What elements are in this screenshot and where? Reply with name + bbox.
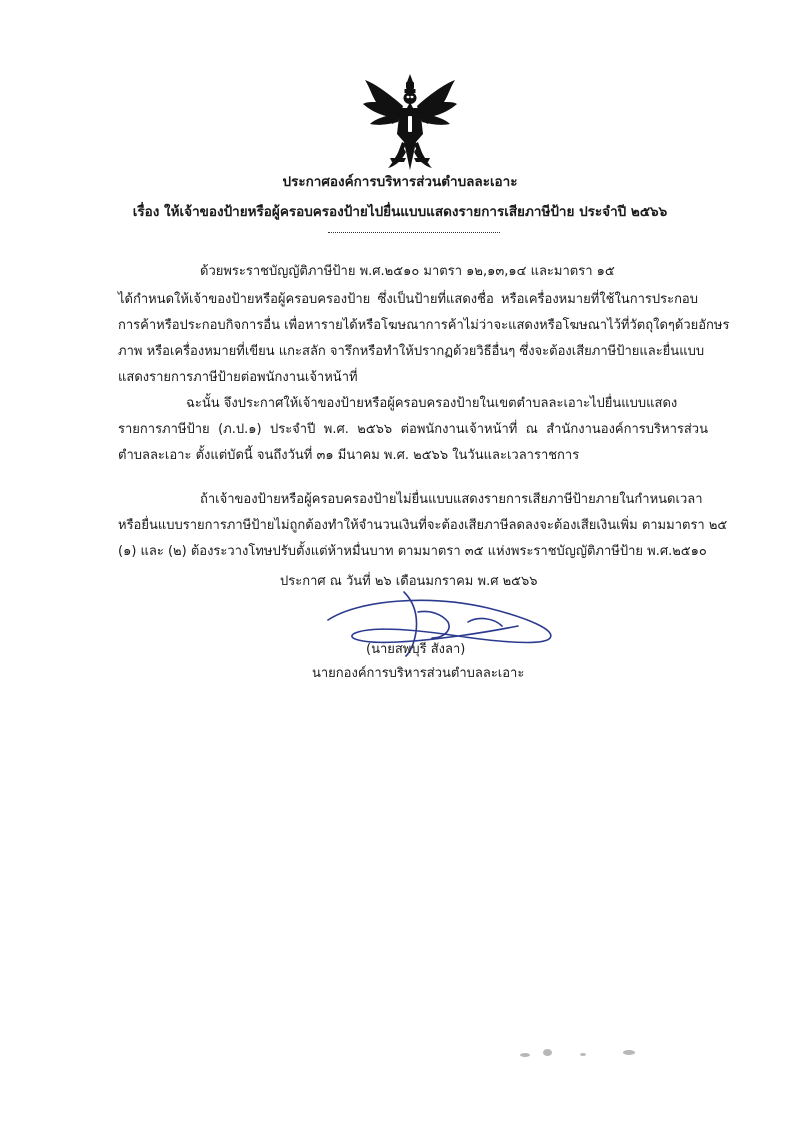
paragraph-2-line-3: ตำบลละเอาะ ตั้งแต่บัดนี้ จนถึงวันที่ ๓๑ มีนาคม พ.ศ. ๒๕๖๖ ในวันและเวลาราชการ — [118, 448, 580, 463]
paragraph-1-line-3: การค้าหรือประกอบกิจการอื่น เพื่อหารายได้หรือโฆษณาการค้าไม่ว่าจะแสดงหรือโฆษณาไว้ที่วัตถุใดๆด้วยอักษร — [118, 318, 730, 333]
scan-speck — [520, 1053, 530, 1057]
paragraph-1-line-1: ด้วยพระราชบัญญัติภาษีป้าย พ.ศ.๒๕๑๐ มาตรา ๑๒,๑๓,๑๔ และมาตรา ๑๕ — [200, 264, 615, 279]
signatory-name: (นายสพบุรี สังลา) — [366, 642, 466, 657]
document-title: ประกาศองค์การบริหารส่วนตำบลละเอาะ — [282, 174, 518, 190]
paragraph-1-line-4: ภาพ หรือเครื่องหมายที่เขียน แกะสลัก จารึกหรือทำให้ปรากฏด้วยวิธีอื่นๆ ซึ่งจะต้องเสียภาษีป้ายและยื่นแบบ — [118, 344, 705, 359]
paragraph-1-line-5: แสดงรายการภาษีป้ายต่อพนักงานเจ้าหน้าที่ — [118, 370, 358, 385]
paragraph-1-line-2: ได้กำหนดให้เจ้าของป้ายหรือผู้ครอบครองป้าย ซึ่งเป็นป้ายที่แสดงชื่อ หรือเครื่องหมายที่ใช้ในการประกอบ — [118, 292, 698, 307]
announcement-date: ประกาศ ณ วันที่ ๒๖ เดือนมกราคม พ.ศ ๒๕๖๖ — [280, 574, 538, 589]
paragraph-3-line-2: หรือยื่นแบบรายการภาษีป้ายไม่ถูกต้องทำให้จำนวนเงินที่จะต้องเสียภาษีลดลงจะต้องเสียเงินเพิ่ม ตามมาตรา ๒๕ — [118, 518, 728, 533]
paragraph-2-line-1: ฉะนั้น จึงประกาศให้เจ้าของป้ายหรือผู้ครอบครองป้ายในเขตตำบลละเอาะไปยื่นแบบแสดง — [186, 396, 678, 411]
garuda-emblem-icon — [362, 72, 458, 172]
signatory-position: นายกองค์การบริหารส่วนตำบลละเอาะ — [312, 666, 525, 681]
document-subject: เรื่อง ให้เจ้าของป้ายหรือผู้ครอบครองป้ายไปยื่นแบบแสดงรายการเสียภาษีป้าย ประจำปี ๒๕๖๖ — [132, 204, 668, 220]
paragraph-2-line-2: รายการภาษีป้าย (ภ.ป.๑) ประจำปี พ.ศ. ๒๕๖๖ ต่อพนักงานเจ้าหน้าที่ ณ สำนักงานองค์การบริหารส่วน — [118, 422, 708, 437]
title-divider — [328, 232, 500, 233]
paragraph-3-line-3: (๑) และ (๒) ต้องระวางโทษปรับตั้งแต่ห้าหมื่นบาท ตามมาตรา ๓๕ แห่งพระราชบัญญัติภาษีป้าย พ.ศ.๒๕๑๐ — [118, 544, 707, 559]
scan-speck — [543, 1049, 552, 1056]
paragraph-3-line-1: ถ้าเจ้าของป้ายหรือผู้ครอบครองป้ายไม่ยื่นแบบแสดงรายการเสียภาษีป้ายภายในกำหนดเวลา — [200, 492, 703, 507]
scan-speck — [623, 1050, 635, 1055]
scan-speck — [580, 1053, 586, 1056]
